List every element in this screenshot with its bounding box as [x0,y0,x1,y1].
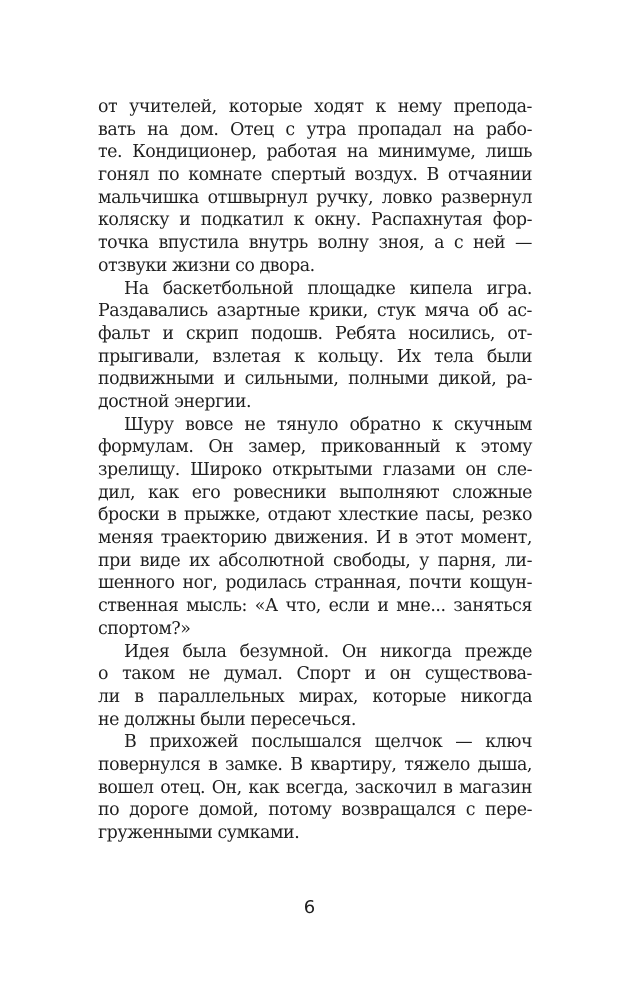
text-line: формулам. Он замер, прикованный к этому [98,437,532,458]
text-line: при виде их абсолютной свободы, у парня, ли- [98,550,532,571]
text-line: мальчишка отшвырнул ручку, ловко развернул [98,187,532,208]
text-line: гонял по комнате спертый воздух. В отчаянии [98,165,532,186]
text-line: груженными сумками. [98,823,300,843]
text-line: точка впустила внутрь волну зноя, а с ней — [98,233,532,254]
text-line: меняя траекторию движения. И в этот момент, [98,528,532,549]
text-line: от учителей, которые ходят к нему препода- [98,97,532,117]
book-page-text [98,96,532,845]
text-line: прыгивали, взлетая к кольцу. Их тела были [98,346,532,367]
text-line: зрелищу. Широко открытыми глазами он сле- [98,460,532,480]
paragraph [98,641,532,732]
text-line: броски в прыжке, отдают хлесткие пасы, резко [98,505,532,526]
paragraph [98,96,532,278]
text-line: Раздавались азартные крики, стук мяча об ас- [98,301,532,322]
text-line: по дороге домой, потому возвращался с пере- [98,800,532,821]
paragraph [98,278,532,414]
text-line: коляску и подкатил к окну. Распахнутая фор- [98,210,532,231]
text-line: дил, как его ровесники выполняют сложные [98,482,532,503]
text-line: подвижными и сильными, полными дикой, ра- [98,369,532,390]
text-line: вать на дом. Отец с утра пропадал на рабо- [98,119,532,140]
text-line: повернулся в замке. В квартиру, тяжело дыша, [98,754,532,775]
text-line: ли в параллельных мирах, которые никогда [98,686,532,707]
text-line: те. Кондиционер, работая на минимуме, лишь [98,142,532,163]
text-line: вошел отец. Он, как всегда, заскочил в магазин [98,777,532,798]
text-line: фальт и скрип подошв. Ребята носились, от- [98,323,532,344]
text-line: ственная мысль: «А что, если и мне... заняться [98,596,532,617]
text-line: Шуру вовсе не тянуло обратно к скучным [124,414,532,435]
text-line: В прихожей послышался щелчок — ключ [124,732,532,753]
text-line: На баскетбольной площадке кипела игра. [124,278,532,299]
paragraph [98,731,532,844]
text-line: о таком не думал. Спорт и он существова- [98,664,532,685]
text-line: шенного ног, родилась странная, почти кощун- [98,573,532,594]
page-number: 6 [303,897,316,918]
text-line: отзвуки жизни со двора. [98,255,315,276]
text-line: Идея была безумной. Он никогда прежде [124,641,532,662]
text-line: не должны были пересечься. [98,709,356,730]
text-line: достной энергии. [98,391,252,412]
text-line: спортом?» [98,618,191,639]
paragraph [98,414,532,641]
